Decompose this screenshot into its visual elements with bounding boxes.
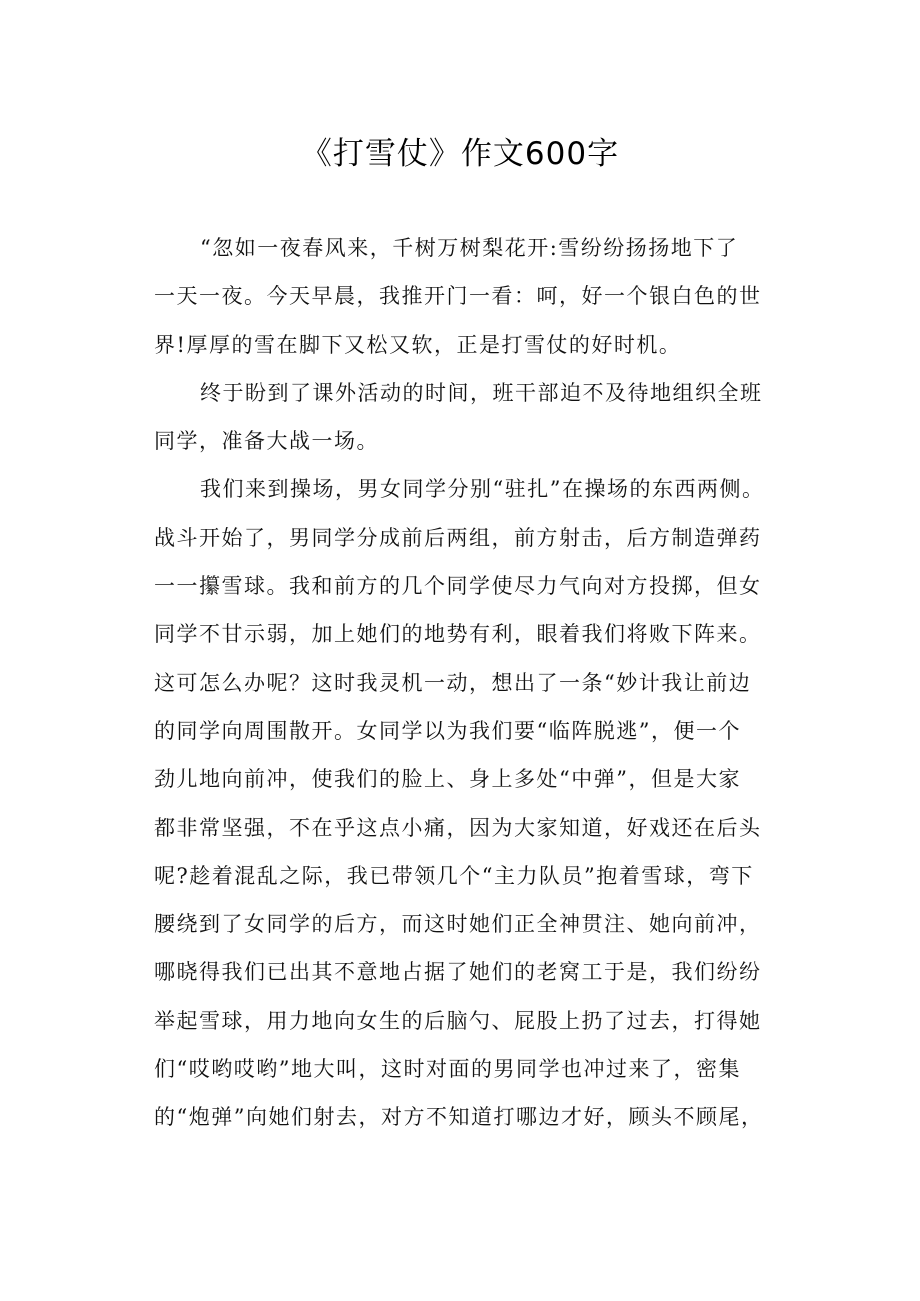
paragraph-line: 举起雪球，用力地向女生的后脑勺、屁股上扔了过去，打得她 [154, 1008, 762, 1033]
paragraph-line: 哪晓得我们已出其不意地占据了她们的老窝工于是，我们纷纷 [154, 960, 762, 985]
paragraph-line: 的“炮弹”向她们射去，对方不知道打哪边才好，顾头不顾尾， [154, 1105, 764, 1130]
paragraph-line: 同学不甘示弱，加上她们的地势有利，眼着我们将败下阵来。 [154, 622, 762, 647]
document-body [154, 224, 794, 1142]
paragraph-line: 战斗开始了，男同学分成前后两组，前方射击，后方制造弹药 [154, 525, 762, 550]
document-title: 《打雪仗》作文600字 [300, 136, 620, 172]
paragraph-line: “忽如一夜春风来，千树万树梨花开:雪纷纷扬扬地下了 [200, 236, 739, 260]
paragraph-line: 我们来到操场，男女同学分别“驻扎”在操场的东西两侧。 [200, 477, 765, 502]
paragraph-line: 劲儿地向前冲，使我们的脸上、身上多处“中弹”，但是大家 [154, 767, 741, 792]
paragraph-line: 同学，准备大战一场。 [154, 429, 379, 454]
paragraph-line: 腰绕到了女同学的后方，而这时她们正全神贯注、她向前冲， [154, 912, 762, 937]
paragraph-line: 这可怎么办呢？这时我灵机一动，想出了一条“妙计我让前边 [154, 670, 752, 695]
paragraph-line: 一天一夜。今天早晨，我推开门一看：呵，好一个银白色的世 [154, 284, 762, 309]
paragraph-line: 们“哎哟哎哟”地大叫，这时对面的男同学也冲过来了，密集 [154, 1057, 741, 1082]
paragraph-line: 一一攥雪球。我和前方的几个同学使尽力气向对方投掷，但女 [154, 574, 762, 599]
paragraph-line: 的同学向周围散开。女同学以为我们要“临阵脱逃”，便一个 [154, 718, 741, 743]
paragraph-line: 都非常坚强，不在乎这点小痛，因为大家知道，好戏还在后头 [154, 815, 762, 840]
paragraph-line: 终于盼到了课外活动的时间，班干部迫不及待地组织全班 [200, 380, 763, 405]
paragraph-line: 界!厚厚的雪在脚下又松又软，正是打雪仗的好时机。 [154, 332, 682, 357]
paragraph-line: 呢?趁着混乱之际，我已带领几个“主力队员”抱着雪球，弯下 [154, 863, 754, 888]
